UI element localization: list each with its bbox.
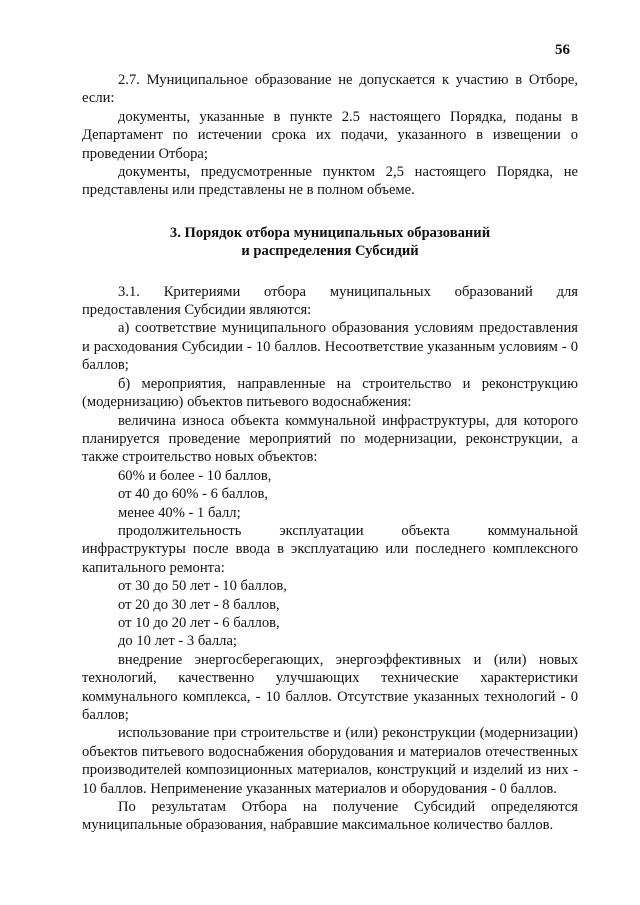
duration-scale-item: до 10 лет - 3 балла; [118, 633, 237, 650]
page-number: 56 [555, 42, 570, 58]
duration-scale-item: от 10 до 20 лет - 6 баллов, [118, 614, 280, 631]
paragraph-2-7: 2.7. Муниципальное образование не допускается к участию в Отборе, если: [82, 72, 578, 107]
paragraph-2-7-item-2: документы, предусмотренные пунктом 2,5 настоящего Порядка, не представлены или представлены не в полном объеме. [82, 164, 578, 199]
criterion-b: б) мероприятия, направленные на строительство и реконструкцию (модернизацию) объектов питьевого водоснабжения: [82, 375, 578, 411]
duration-scale-item: от 20 до 30 лет - 8 баллов, [118, 596, 280, 613]
paragraph-3-1: 3.1. Критериями отбора муниципальных образований для предоставления Субсидии являются: [82, 283, 578, 319]
section-3-title-line-2: и распределения Субсидий [241, 243, 419, 260]
section-3-heading [82, 224, 578, 261]
criterion-materials: использование при строительстве и (или) реконструкции (модернизации) объектов питьевого водоснабжения оборудования и материалов отечественных производителей композиционных материалов, конструкций и изделий из них - 10 баллов. Неприменение указанных материалов и оборудования - 0 баллов. [82, 725, 578, 797]
selection-result: По результатам Отбора на получение Субсидий определяются муниципальные образования, набравшие максимальное количество баллов. [82, 799, 578, 834]
criterion-wear: величина износа объекта коммунальной инфраструктуры, для которого планируется проведение мероприятий по модернизации, реконструкции, а также строительство новых объектов: [82, 412, 578, 466]
wear-scale-item: менее 40% - 1 балл; [118, 504, 241, 521]
criterion-a: а) соответствие муниципального образования условиям предоставления и расходования Субсидии - 10 баллов. Несоответствие указанным условиям - 0 баллов; [82, 320, 578, 374]
section-3-title-line-1: 3. Порядок отбора муниципальных образований [169, 224, 491, 241]
paragraph-2-7-item-1: документы, указанные в пункте 2.5 настоящего Порядка, поданы в Департамент по истечении срока их подачи, указанного в извещении о проведении Отбора; [82, 108, 578, 162]
duration-scale-item: от 30 до 50 лет - 10 баллов, [118, 578, 287, 595]
wear-scale-item: 60% и более - 10 баллов, [118, 467, 272, 484]
criterion-duration: продолжительность эксплуатации объекта коммунальной инфраструктуры после ввода в эксплуатацию или последнего комплексного капитального ремонта: [82, 522, 578, 576]
criterion-technologies: внедрение энергосберегающих, энергоэффективных и (или) новых технологий, качественно улучшающих технические характеристики коммунального комплекса, - 10 баллов. Отсутствие указанных технологий - 0 баллов; [82, 651, 578, 723]
document-body [82, 71, 578, 835]
wear-scale-item: от 40 до 60% - 6 баллов, [118, 486, 269, 503]
